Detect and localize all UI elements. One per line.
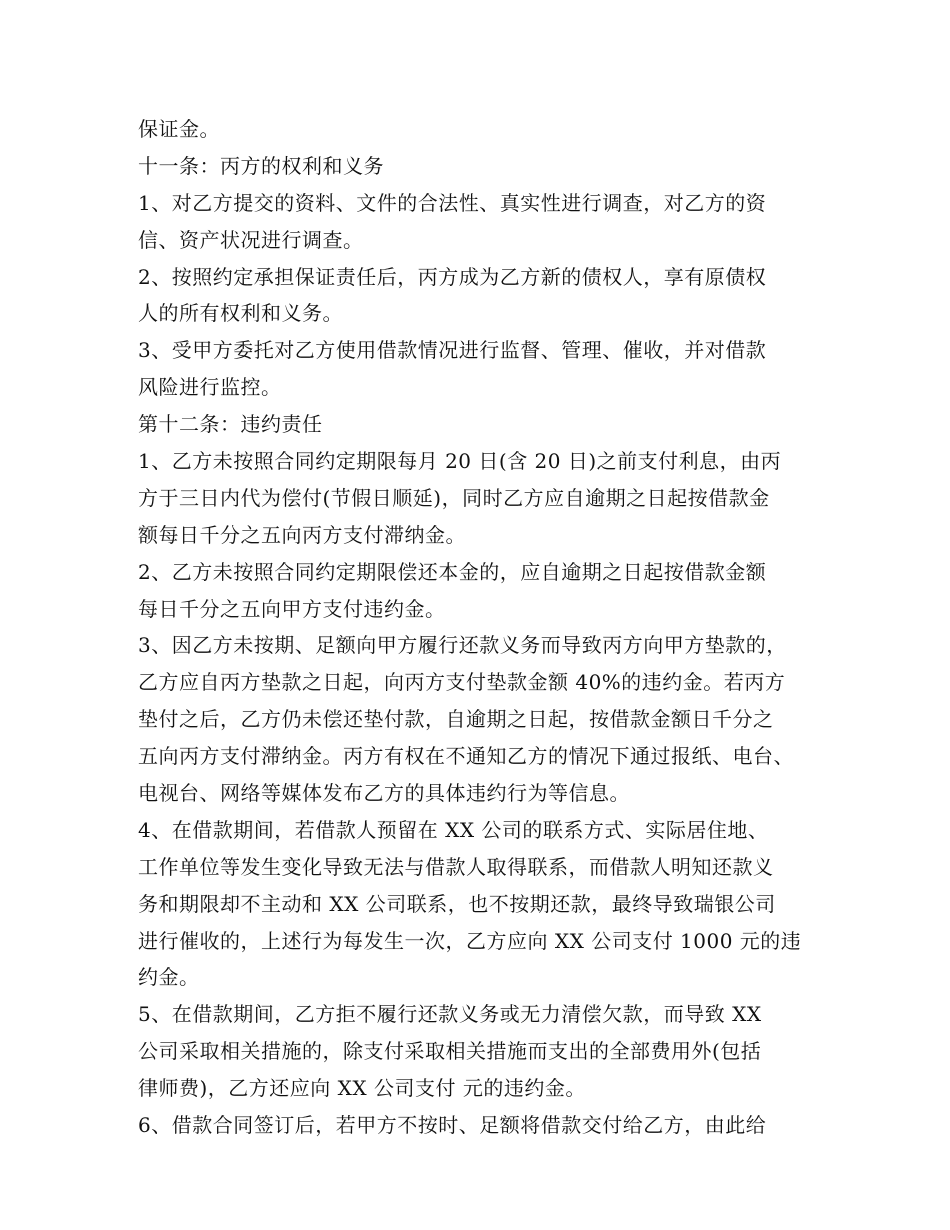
text-line: 工作单位等发生变化导致无法与借款人取得联系，而借款人明知还款义	[138, 854, 774, 879]
text-line: 五向丙方支付滞纳金。丙方有权在不通知乙方的情况下通过报纸、电台、	[138, 744, 794, 769]
text-line: 保证金。	[138, 117, 220, 141]
text-line: 律师费)，乙方还应向 XX 公司支付 元的违约金。	[138, 1076, 586, 1101]
text-line: 乙方应自丙方垫款之日起，向丙方支付垫款金额 40%的违约金。若丙方	[138, 670, 786, 695]
text-line: 5、在借款期间，乙方拒不履行还款义务或无力清偿欠款，而导致 XX	[138, 1002, 762, 1027]
text-line: 人的所有权利和义务。	[138, 301, 343, 326]
text-line: 务和期限却不主动和 XX 公司联系，也不按期还款，最终导致瑞银公司	[138, 891, 776, 916]
text-line: 约金。	[138, 965, 200, 990]
text-line: 1、对乙方提交的资料、文件的合法性、真实性进行调查，对乙方的资	[138, 190, 767, 215]
text-line: 方于三日内代为偿付(节假日顺延)，同时乙方应自逾期之日起按借款金	[138, 485, 770, 510]
text-line: 风险进行监控。	[138, 375, 282, 400]
section-heading: 第十二条：违约责任	[138, 412, 323, 437]
text-line: 公司采取相关措施的，除支付采取相关措施而支出的全部费用外(包括	[138, 1039, 762, 1064]
text-line: 信、资产状况进行调查。	[138, 227, 364, 252]
text-line: 6、借款合同签订后，若甲方不按时、足额将借款交付给乙方，由此给	[138, 1113, 767, 1138]
text-line: 4、在借款期间，若借款人预留在 XX 公司的联系方式、实际居住地、	[138, 817, 769, 842]
text-line: 额每日千分之五向丙方支付滞纳金。	[138, 522, 466, 547]
text-line: 垫付之后，乙方仍未偿还垫付款，自逾期之日起，按借款金额日千分之	[138, 707, 774, 732]
text-line: 进行催收的，上述行为每发生一次，乙方应向 XX 公司支付 1000 元的违	[138, 928, 802, 953]
document-body	[138, 111, 828, 1144]
text-line: 3、受甲方委托对乙方使用借款情况进行监督、管理、催收，并对借款	[138, 338, 767, 363]
text-line: 1、乙方未按照合同约定期限每月 20 日(含 20 日)之前支付利息，由丙	[138, 449, 782, 474]
text-line: 3、因乙方未按期、足额向甲方履行还款义务而导致丙方向甲方垫款的，	[138, 633, 787, 658]
text-line: 每日千分之五向甲方支付违约金。	[138, 596, 446, 621]
text-line: 2、乙方未按照合同约定期限偿还本金的，应自逾期之日起按借款金额	[138, 559, 767, 584]
section-heading: 十一条：丙方的权利和义务	[138, 153, 384, 178]
text-line: 2、按照约定承担保证责任后，丙方成为乙方新的债权人，享有原债权	[138, 264, 767, 289]
text-line: 电视台、网络等媒体发布乙方的具体违约行为等信息。	[138, 781, 630, 806]
